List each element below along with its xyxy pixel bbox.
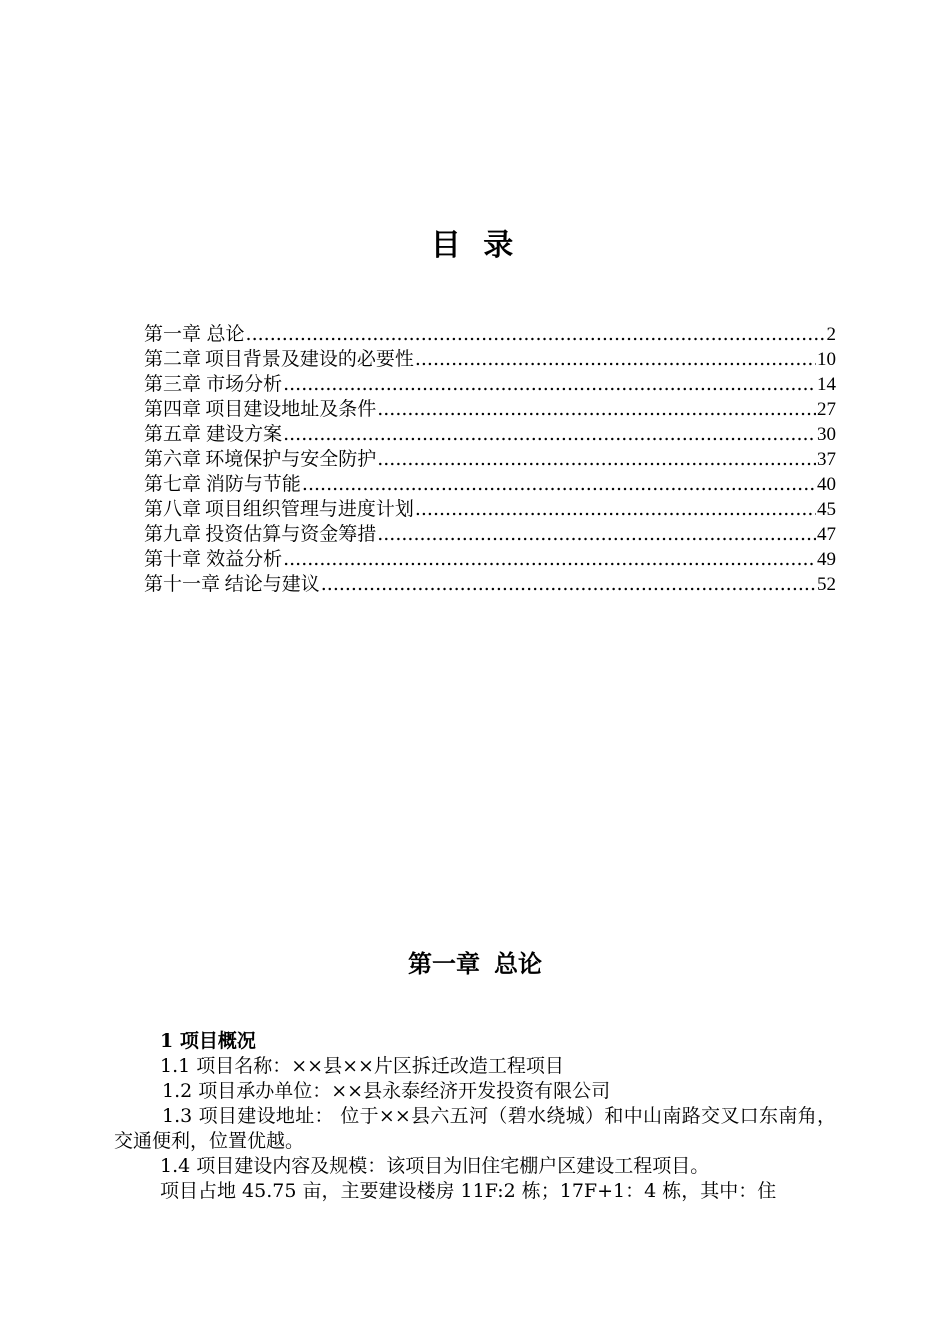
toc-chapter-title: 项目组织管理与进度计划 — [204, 498, 414, 520]
toc-dot-leader — [415, 497, 816, 522]
toc-dot-leader — [302, 472, 816, 497]
chapter-title: 总论 — [494, 949, 542, 978]
toc-entry[interactable] — [144, 472, 836, 497]
toc-chapter-title: 项目背景及建设的必要性 — [204, 348, 414, 370]
toc-dot-leader — [321, 572, 816, 597]
toc-chapter-number: 第五章 — [144, 423, 202, 445]
toc-chapter-number: 第十章 — [144, 548, 202, 570]
toc-chapter-title: 环境保护与安全防护 — [205, 448, 377, 470]
toc-dot-leader — [246, 322, 826, 347]
toc-dot-leader — [283, 422, 816, 447]
toc-entry[interactable] — [144, 572, 836, 597]
toc-chapter-title: 建设方案 — [206, 423, 283, 445]
toc-entry[interactable] — [144, 372, 836, 397]
toc-chapter-title: 效益分析 — [206, 548, 283, 570]
toc-chapter-number: 第一章 — [144, 323, 202, 345]
toc-chapter-number: 第二章 — [144, 348, 202, 370]
toc-chapter-number: 第十一章 — [144, 573, 221, 595]
toc-entry[interactable] — [144, 447, 836, 472]
toc-chapter-title: 投资估算与资金筹措 — [205, 523, 377, 545]
toc-page-number: 14 — [817, 374, 836, 395]
toc-chapter-title: 总论 — [206, 323, 245, 345]
toc-page-number: 37 — [817, 449, 836, 470]
toc-entry[interactable] — [144, 522, 836, 547]
toc-chapter-number: 第六章 — [144, 448, 202, 470]
toc-dot-leader — [377, 522, 816, 547]
chapter-body — [114, 1029, 836, 1204]
section-heading: 1 项目概况 — [160, 1030, 256, 1052]
toc-list — [144, 322, 836, 597]
toc-entry[interactable] — [144, 497, 836, 522]
toc-dot-leader — [283, 372, 816, 397]
toc-entry[interactable] — [144, 422, 836, 447]
toc-page-number: 49 — [817, 549, 836, 570]
toc-chapter-title: 消防与节能 — [205, 473, 301, 495]
toc-page-number: 30 — [817, 424, 836, 445]
toc-chapter-number: 第七章 — [144, 473, 202, 495]
toc-page-number: 45 — [817, 499, 836, 520]
toc-dot-leader — [377, 397, 816, 422]
chapter-heading — [0, 946, 950, 982]
toc-entry[interactable] — [144, 322, 836, 347]
toc-title: 目 录 — [430, 228, 520, 263]
toc-page-number: 2 — [826, 324, 836, 345]
toc-chapter-number: 第九章 — [144, 523, 202, 545]
toc-page-number: 27 — [817, 399, 836, 420]
toc-entry[interactable] — [144, 397, 836, 422]
toc-dot-leader — [283, 547, 816, 572]
toc-dot-leader — [415, 347, 816, 372]
paragraph-project-address: 1.3 项目建设地址： 位于××县六五河（碧水绕城）和中山南路交叉口东南角，交通便利，位置优越。 — [114, 1105, 836, 1152]
toc-chapter-number: 第三章 — [144, 373, 202, 395]
paragraph-project-name: 1.1 项目名称：××县××片区拆迁改造工程项目 — [160, 1055, 564, 1077]
toc-dot-leader — [377, 447, 816, 472]
toc-chapter-number: 第八章 — [144, 498, 202, 520]
toc-page-number: 47 — [817, 524, 836, 545]
paragraph-project-company: 1.2 项目承办单位：××县永泰经济开发投资有限公司 — [162, 1080, 611, 1102]
toc-entry[interactable] — [144, 347, 836, 372]
toc-chapter-number: 第四章 — [144, 398, 202, 420]
toc-page-number: 52 — [817, 574, 836, 595]
toc-entry[interactable] — [144, 547, 836, 572]
toc-page-number: 40 — [817, 474, 836, 495]
toc-chapter-title: 项目建设地址及条件 — [205, 398, 377, 420]
chapter-number: 第一章 — [408, 949, 480, 978]
paragraph-project-scope: 1.4 项目建设内容及规模：该项目为旧住宅棚户区建设工程项目。 — [160, 1155, 710, 1177]
paragraph-project-area: 项目占地 45.75 亩，主要建设楼房 11F:2 栋；17F+1：4 栋，其中：住 — [160, 1180, 777, 1202]
toc-page-number: 10 — [817, 349, 836, 370]
toc-chapter-title: 市场分析 — [206, 373, 283, 395]
toc-chapter-title: 结论与建议 — [224, 573, 320, 595]
